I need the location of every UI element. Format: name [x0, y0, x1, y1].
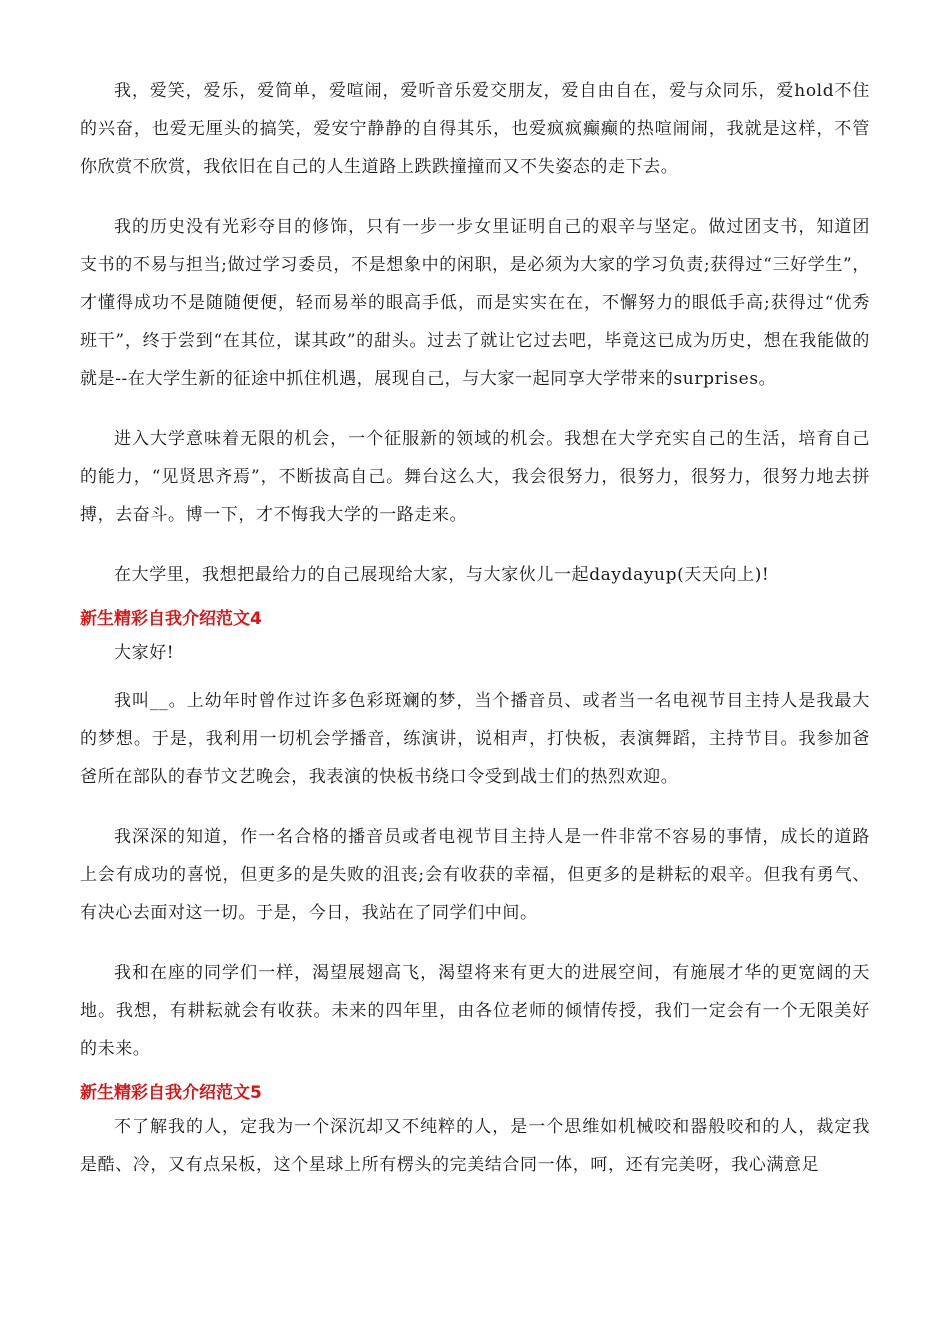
intro-paragraph-4: 在大学里，我想把最给力的自己展现给大家，与大家伙儿一起daydayup(天天向上)! — [114, 565, 770, 585]
section-4-paragraph-1: 我叫__。上幼年时曾作过许多色彩斑斓的梦，当个播音员、或者当一名电视节目主持人是我最大的梦想。于是，我利用一切机会学播音，练演讲，说相声，打快板，表演舞蹈，主持节目。我参加爸爸所在部队的春节文艺晚会，我表演的快板书绕口令受到战士们的热烈欢迎。 — [80, 691, 870, 787]
document-page — [80, 72, 870, 1206]
section-4-greeting: 大家好! — [114, 643, 175, 663]
intro-paragraph-2: 我的历史没有光彩夺目的修饰，只有一步一步女里证明自己的艰辛与坚定。做过团支书，知道团支书的不易与担当;做过学习委员，不是想象中的闲职，是必须为大家的学习负责;获得过“三好学生”，才懂得成功不是随随便便，轻而易举的眼高手低，而是实实在在，不懈努力的眼低手高;获得过“优秀班干”，终于尝到“在其位，谋其政”的甜头。过去了就让它过去吧，毕竟这已成为历史，想在我能做的就是--在大学生新的征途中抓住机遇，展现自己，与大家一起同享大学带来的surprises。 — [80, 217, 870, 389]
section-5-heading: 新生精彩自我介绍范文5 — [80, 1083, 262, 1103]
section-4-paragraph-3: 我和在座的同学们一样，渴望展翅高飞，渴望将来有更大的进展空间，有施展才华的更宽阔的天地。我想，有耕耘就会有收获。未来的四年里，由各位老师的倾情传授，我们一定会有一个无限美好的未来。 — [80, 963, 870, 1059]
intro-paragraph-3: 进入大学意味着无限的机会，一个征服新的领域的机会。我想在大学充实自己的生活，培育自己的能力，“见贤思齐焉”，不断拔高自己。舞台这么大，我会很努力，很努力，很努力，很努力地去拼搏，去奋斗。博一下，才不悔我大学的一路走来。 — [80, 429, 870, 525]
section-4-heading: 新生精彩自我介绍范文4 — [80, 609, 262, 629]
section-5-paragraph-1: 不了解我的人，定我为一个深沉却又不纯粹的人，是一个思维如机械咬和器般咬和的人，裁定我是酷、冷，又有点呆板，这个星球上所有楞头的完美结合同一体，呵，还有完美呀，我心满意足 — [80, 1117, 870, 1175]
section-4-paragraph-2: 我深深的知道，作一名合格的播音员或者电视节目主持人是一件非常不容易的事情，成长的道路上会有成功的喜悦，但更多的是失败的沮丧;会有收获的幸福，但更多的是耕耘的艰辛。但我有勇气、有决心去面对这一切。于是，今日，我站在了同学们中间。 — [80, 827, 870, 923]
intro-paragraph-1: 我，爱笑，爱乐，爱简单，爱喧闹，爱听音乐爱交朋友，爱自由自在，爱与众同乐，爱hold不住的兴奋，也爱无厘头的搞笑，爱安宁静静的自得其乐，也爱疯疯癫癫的热喧闹闹，我就是这样，不管你欣赏不欣赏，我依旧在自己的人生道路上跌跌撞撞而又不失姿态的走下去。 — [80, 81, 870, 177]
